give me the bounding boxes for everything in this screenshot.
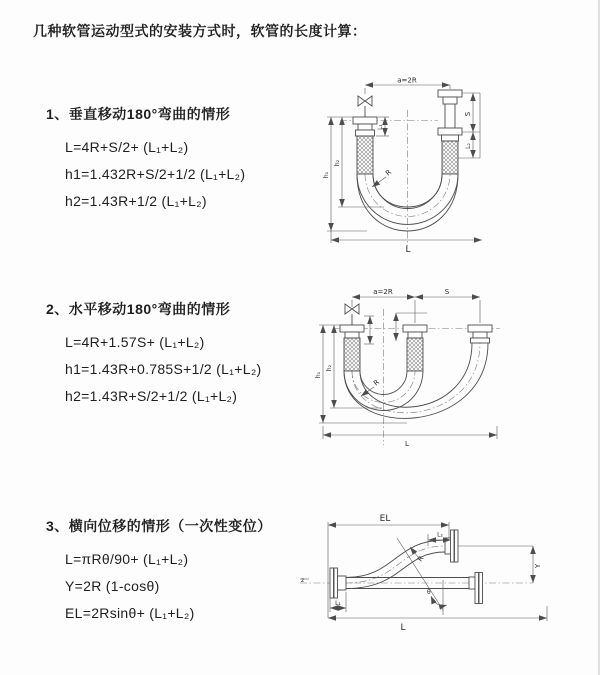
dim-label-theta: θ [427,589,431,596]
formula-line: h1=1.432R+S/2+1/2 (L₁+L₂) [65,166,246,182]
angle-theta [427,580,447,615]
braided-hose-end [344,338,360,371]
formula-line: L=4R+S/2+ (L₁+L₂) [65,139,189,155]
hose-s-curve [346,540,445,589]
left-flange-fitting [353,117,377,174]
section-2-heading: 2、水平移动180°弯曲的情形 [46,301,231,317]
dim-label-length: L [400,623,406,633]
dim-label-l1: L₁ [335,600,341,607]
dimension-l1 [376,117,389,136]
left-flange-fitting [330,568,346,598]
dimension-length [323,426,497,448]
dimension-a-2r [365,77,450,95]
formula-line: h2=1.43R+S/2+1/2 (L₁+L₂) [65,388,238,404]
middle-flange-fitting [403,325,427,371]
right-flange-fitting [468,325,492,343]
section-3-heading: 3、横向位移的情形（一次性变位） [46,518,272,534]
section-vertical-movement [46,104,326,215]
section-1-heading: 1、垂直移动180°弯曲的情形 [46,106,231,122]
right-flange-fitting-stack [438,90,462,174]
braided-hose-end [442,141,458,174]
dimension-length [331,231,482,254]
dimension-l2 [465,132,473,158]
braided-hose-end [407,338,423,371]
braided-hose-end [357,136,373,174]
dim-label-r: R [372,378,382,388]
formula-line: h1=1.43R+0.785S+1/2 (L₁+L₂) [65,361,262,377]
dim-label-y: Y [534,563,542,569]
page-title: 几种软管运动型式的安装方式时，软管的长度计算： [33,23,367,39]
dimension-s [415,288,480,297]
radius-leader [372,168,393,187]
dim-label-r: R [416,554,426,564]
diagram-lateral-displacement [297,500,597,645]
dim-label-a2r: a=2R [373,288,393,296]
section-horizontal-movement [46,299,326,410]
valve-icon [345,304,359,325]
dim-label-h1: h₁ [323,171,330,179]
axis-mark-label: z [301,577,305,584]
formula-line: L=πRθ/90+ (L₁+L₂) [65,551,189,567]
dim-label-l1: L₁ [377,124,384,130]
dim-label-h2: h₂ [326,364,333,372]
diagram-vertical-180-bend [312,74,502,254]
formula-line: h2=1.43R+1/2 (L₁+L₂) [65,193,207,209]
formula-line: L=4R+1.57S+ (L₁+L₂) [65,334,205,350]
dim-label-s: S [464,111,472,117]
valve-icon [358,96,372,117]
formula-line: Y=2R (1-cosθ) [65,578,160,594]
dim-label-a2r: a=2R [397,76,417,85]
right-lower-flange-fitting [469,573,483,604]
dim-label-length: L [405,440,409,448]
dimension-length [328,606,547,633]
dim-label-el: EL [379,514,391,524]
right-upper-flange-fitting [445,530,458,562]
dim-label-l2: L₂ [437,531,443,539]
dim-label-h1: h₁ [315,371,322,379]
section-lateral-displacement [46,516,326,627]
dim-label-l2: L₂ [465,143,472,149]
left-flange-fitting [340,325,364,371]
dim-label-length: L [405,245,411,254]
dimension-a-2r [352,288,480,323]
dim-label-h2: h₂ [334,159,341,167]
diagram-horizontal-180-bend [312,283,597,458]
dim-label-r: R [384,168,394,178]
formula-line: EL=2Rsinθ+ (L₁+L₂) [65,605,195,621]
radius-leader [397,538,443,610]
dim-label-s: S [444,288,450,296]
